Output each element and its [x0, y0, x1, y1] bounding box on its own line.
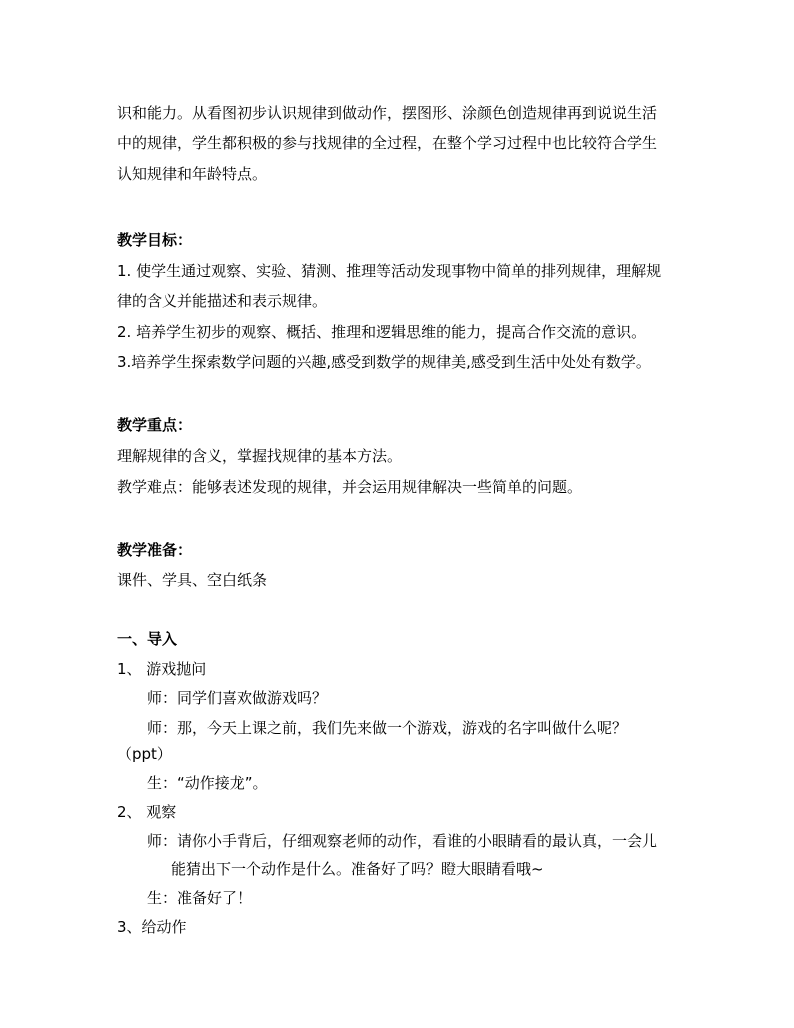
student-line: 生：“动作接龙”。	[147, 774, 268, 792]
objective-line: 律的含义并能描述和表示规律。	[117, 292, 328, 310]
teacher-line: 师：那，今天上课之前，我们先来做一个游戏，游戏的名字叫做什么呢？	[147, 719, 628, 737]
objective-line: 3.培养学生探索数学问题的兴趣,感受到数学的规律美,感受到生活中处处有数学。	[117, 353, 651, 371]
objectives-heading: 教学目标：	[117, 231, 193, 249]
objective-line: 1. 使学生通过观察、实验、猜测、推理等活动发现事物中简单的排列规律，理解规	[117, 262, 662, 280]
student-line: 生：准备好了！	[147, 889, 253, 907]
key-point-difficulty: 教学难点：能够表述发现的规律，并会运用规律解决一些简单的问题。	[117, 478, 583, 496]
preparation-heading: 教学准备：	[117, 541, 193, 559]
section-heading: 一、导入	[117, 630, 178, 648]
teacher-line-continued: 能猜出下一个动作是什么。准备好了吗？瞪大眼睛看哦~	[171, 860, 544, 878]
objective-line: 2. 培养学生初步的观察、概括、推理和逻辑思维的能力，提高合作交流的意识。	[117, 323, 647, 341]
intro-line-3: 认知规律和年龄特点。	[117, 165, 268, 183]
step-title: 2、 观察	[117, 803, 177, 821]
preparation-items: 课件、学具、空白纸条	[117, 571, 268, 589]
teacher-line: 师：请你小手背后，仔细观察老师的动作，看谁的小眼睛看的最认真，一会儿	[147, 832, 658, 850]
key-point-focus: 理解规律的含义，掌握找规律的基本方法。	[117, 447, 403, 465]
intro-line-1: 识和能力。从看图初步认识规律到做动作，摆图形、涂颜色创造规律再到说说生活	[117, 104, 658, 122]
step-title: 1、 游戏抛问	[117, 660, 207, 678]
teacher-line: 师：同学们喜欢做游戏吗？	[147, 689, 328, 707]
teacher-line-continued: （ppt）	[117, 745, 172, 763]
step-title: 3、给动作	[117, 918, 187, 936]
intro-line-2: 中的规律，学生都积极的参与找规律的全过程，在整个学习过程中也比较符合学生	[117, 134, 658, 152]
key-points-heading: 教学重点：	[117, 416, 193, 434]
